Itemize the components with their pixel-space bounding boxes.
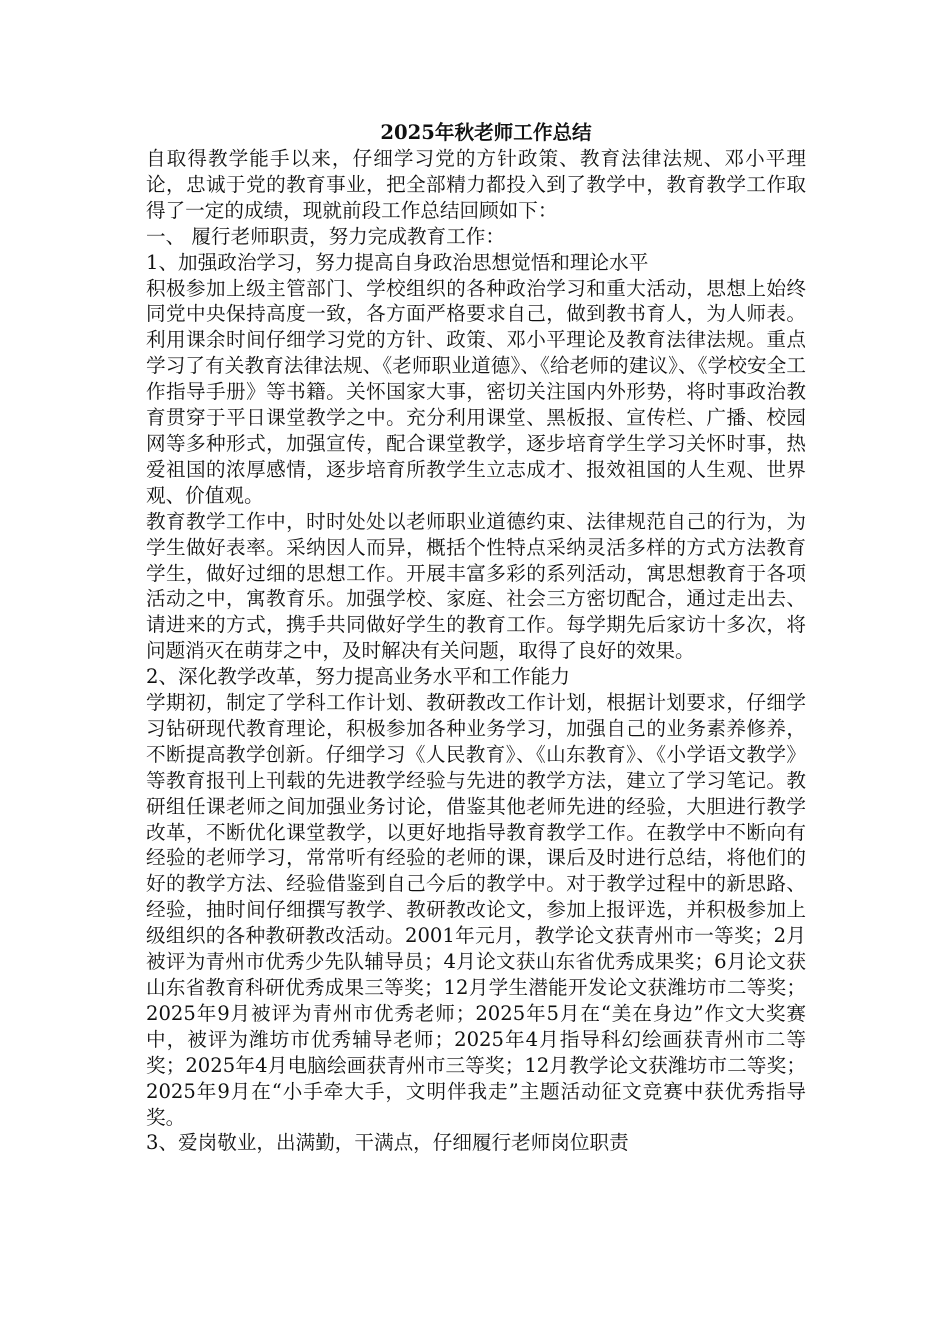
body-paragraph-teaching-ethics: 教育教学工作中，时时处处以老师职业道德约束、法律规范自己的行为，为学生做好表率。采纳因人而异，概括个性特点采纳灵活多样的方式方法教育学生，做好过细的思想工作。开展丰富多彩的系列活动，寓思想教育于各项活动之中，寓教育乐。加强学校、家庭、社会三方密切配合，通过走出去、请进来的方式，携手共同做好学生的教育工作。每学期先后家访十多次，将问题消灭在萌芽之中，及时解决有关问题，取得了良好的效果。 xyxy=(146,509,806,663)
subsection-heading-1: 1、加强政治学习，努力提高自身政治思想觉悟和理论水平 xyxy=(146,250,649,274)
subsection-heading-2: 2、深化教学改革，努力提高业务水平和工作能力 xyxy=(146,665,570,689)
body-paragraph-political-study: 积极参加上级主管部门、学校组织的各种政治学习和重大活动，思想上始终同党中央保持高度一致，各方面严格要求自己，做到教书育人，为人师表。利用课余时间仔细学习党的方针、政策、邓小平理论及教育法律法规。重点学习了有关教育法律法规、《老师职业道德》、《给老师的建议》、《学校安全工作指导手册》等书籍。关怀国家大事，密切关注国内外形势，将时事政治教育贯穿于平日课堂教学之中。充分利用课堂、黑板报、宣传栏、广播、校园网等多种形式，加强宣传，配合课堂教学，逐步培育学生学习关怀时事，热爱祖国的浓厚感情，逐步培育所教学生立志成才、报效祖国的人生观、世界观、价值观。 xyxy=(146,276,806,507)
document-body xyxy=(146,120,806,1156)
section-heading-1: 一、 履行老师职责，努力完成教育工作： xyxy=(146,224,505,248)
body-paragraph-teaching-reform: 学期初，制定了学科工作计划、教研教改工作计划，根据计划要求，仔细学习钻研现代教育理论，积极参加各种业务学习，加强自己的业务素养修养，不断提高教学创新。仔细学习《人民教育》、《山东教育》、《小学语文教学》等教育报刊上刊载的先进教学经验与先进的教学方法，建立了学习笔记。教研组任课老师之间加强业务讨论，借鉴其他老师先进的经验，大胆进行教学改革，不断优化课堂教学，以更好地指导教育教学工作。在教学中不断向有经验的老师学习，常常听有经验的老师的课，课后及时进行总结，将他们的好的教学方法、经验借鉴到自己今后的教学中。对于教学过程中的新思路、经验，抽时间仔细撰写教学、教研教改论文，参加上报评选，并积极参加上级组织的各种教研教改活动。2001年元月，教学论文获青州市一等奖；2月被评为青州市优秀少先队辅导员；4月论文获山东省优秀成果奖；6月论文获山东省教育科研优秀成果三等奖；12月学生潜能开发论文获潍坊市二等奖；2025年9月被评为青州市优秀老师；2025年5月在“美在身边”作文大奖赛中，被评为潍坊市优秀辅导老师；2025年4月指导科幻绘画获青州市二等奖；2025年4月电脑绘画获青州市三等奖；12月教学论文获潍坊市二等奖；2025年9月在“小手牵大手，文明伴我走”主题活动征文竞赛中获优秀指导奖。 xyxy=(146,691,806,1129)
intro-paragraph: 自取得教学能手以来，仔细学习党的方针政策、教育法律法规、邓小平理论，忠诚于党的教育事业，把全部精力都投入到了教学中，教育教学工作取得了一定的成绩，现就前段工作总结回顾如下： xyxy=(146,147,806,222)
page-title: 2025年秋老师工作总结 xyxy=(380,121,592,144)
subsection-heading-3: 3、爱岗敬业，出满勤，干满点，仔细履行老师岗位职责 xyxy=(146,1131,629,1155)
